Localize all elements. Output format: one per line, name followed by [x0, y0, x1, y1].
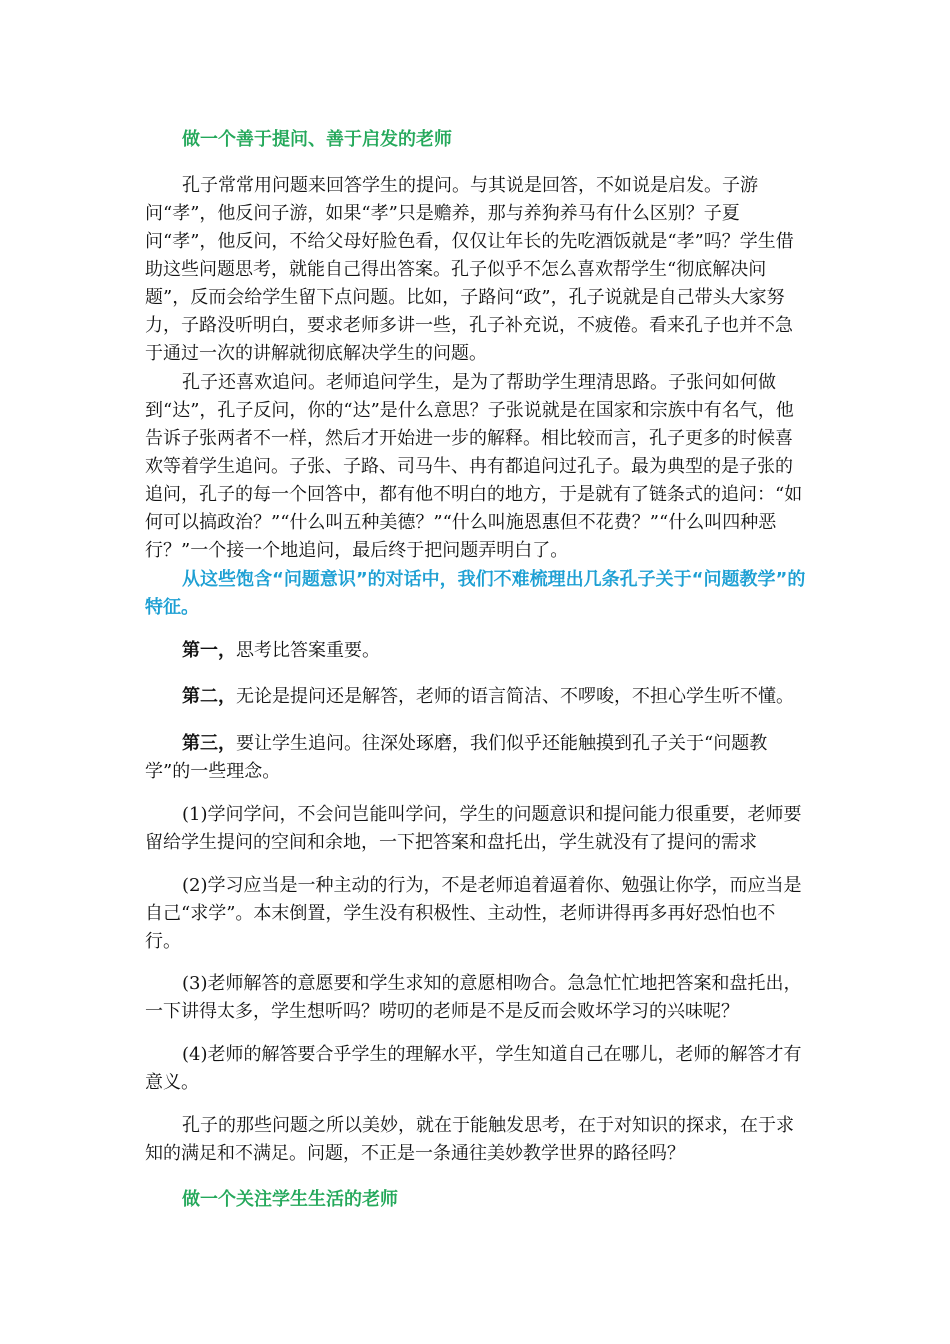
feature-item-first	[145, 637, 810, 665]
concept-item-4: (4)老师的解答要合乎学生的理解水平，学生知道自己在哪儿，老师的解答才有意义。	[145, 1044, 802, 1093]
feature-item-third	[145, 730, 810, 786]
concept-item-2: (2)学习应当是一种主动的行为，不是老师追着逼着你、勉强让你学，而应当是自己“求学”。本末倒置，学生没有积极性、主动性，老师讲得再多再好恐怕也不行。	[145, 875, 802, 952]
feature-text-third: 要让学生追问。往深处琢磨，我们似乎还能触摸到孔子关于“问题教学”的一些理念。	[145, 733, 768, 782]
section-heading-student-life-teacher: 做一个关注学生生活的老师	[182, 1189, 398, 1210]
concept-item-1: (1)学问学问，不会问岂能叫学问，学生的问题意识和提问能力很重要，老师要留给学生提问的空间和余地，一下把答案和盘托出，学生就没有了提问的需求	[145, 804, 802, 853]
paragraph-confucius-follow-up-questions: 孔子还喜欢追问。老师追问学生，是为了帮助学生理清思路。子张问如何做到“达”，孔子反问，你的“达”是什么意思？子张说就是在国家和宗族中有名气，他告诉子张两者不一样，然后才开始进一步的解释。相比较而言，孔子更多的时候喜欢等着学生追问。子张、子路、司马牛、冉有都追问过孔子。最为典型的是子张的追问，孔子的每一个回答中，都有他不明白的地方，于是就有了链条式的追问：“如何可以搞政治？”“什么叫五种美德？”“什么叫施恩惠但不花费？”“什么叫四种恶行？”一个接一个地追问，最后终于把问题弄明白了。	[145, 372, 803, 561]
feature-label-second: 第二，	[182, 686, 236, 707]
paragraph-confucius-answers-with-questions: 孔子常常用问题来回答学生的提问。与其说是回答，不如说是启发。子游问“孝”，他反问子游，如果“孝”只是赡养，那与养狗养马有什么区别？子夏问“孝”，他反问，不给父母好脸色看，仅仅让年长的先吃酒饭就是“孝”吗？学生借助这些问题思考，就能自己得出答案。孔子似乎不怎么喜欢帮学生“彻底解决问题”，反而会给学生留下点问题。比如，子路问“政”，孔子说就是自己带头大家努力，子路没听明白，要求老师多讲一些，孔子补充说，不疲倦。看来孔子也并不急于通过一次的讲解就彻底解决学生的问题。	[145, 175, 794, 364]
feature-label-first: 第一，	[182, 640, 236, 661]
section-heading-questioning-teacher: 做一个善于提问、善于启发的老师	[182, 129, 452, 150]
feature-text-second: 无论是提问还是解答，老师的语言简洁、不啰唆，不担心学生听不懂。	[236, 686, 794, 707]
paragraph-closing: 孔子的那些问题之所以美妙，就在于能触发思考，在于对知识的探求，在于求知的满足和不满足。问题，不正是一条通往美妙教学世界的路径吗？	[145, 1115, 794, 1164]
feature-label-third: 第三，	[182, 733, 236, 754]
concept-item-3: (3)老师解答的意愿要和学生求知的意愿相吻合。急急忙忙地把答案和盘托出，一下讲得太多，学生想听吗？唠叨的老师是不是反而会败坏学习的兴味呢？	[145, 973, 802, 1022]
feature-heading-problem-teaching: 从这些饱含“问题意识”的对话中，我们不难梳理出几条孔子关于“问题教学”的特征。	[145, 569, 806, 618]
feature-text-first: 思考比答案重要。	[236, 640, 380, 661]
feature-item-second	[145, 683, 810, 711]
